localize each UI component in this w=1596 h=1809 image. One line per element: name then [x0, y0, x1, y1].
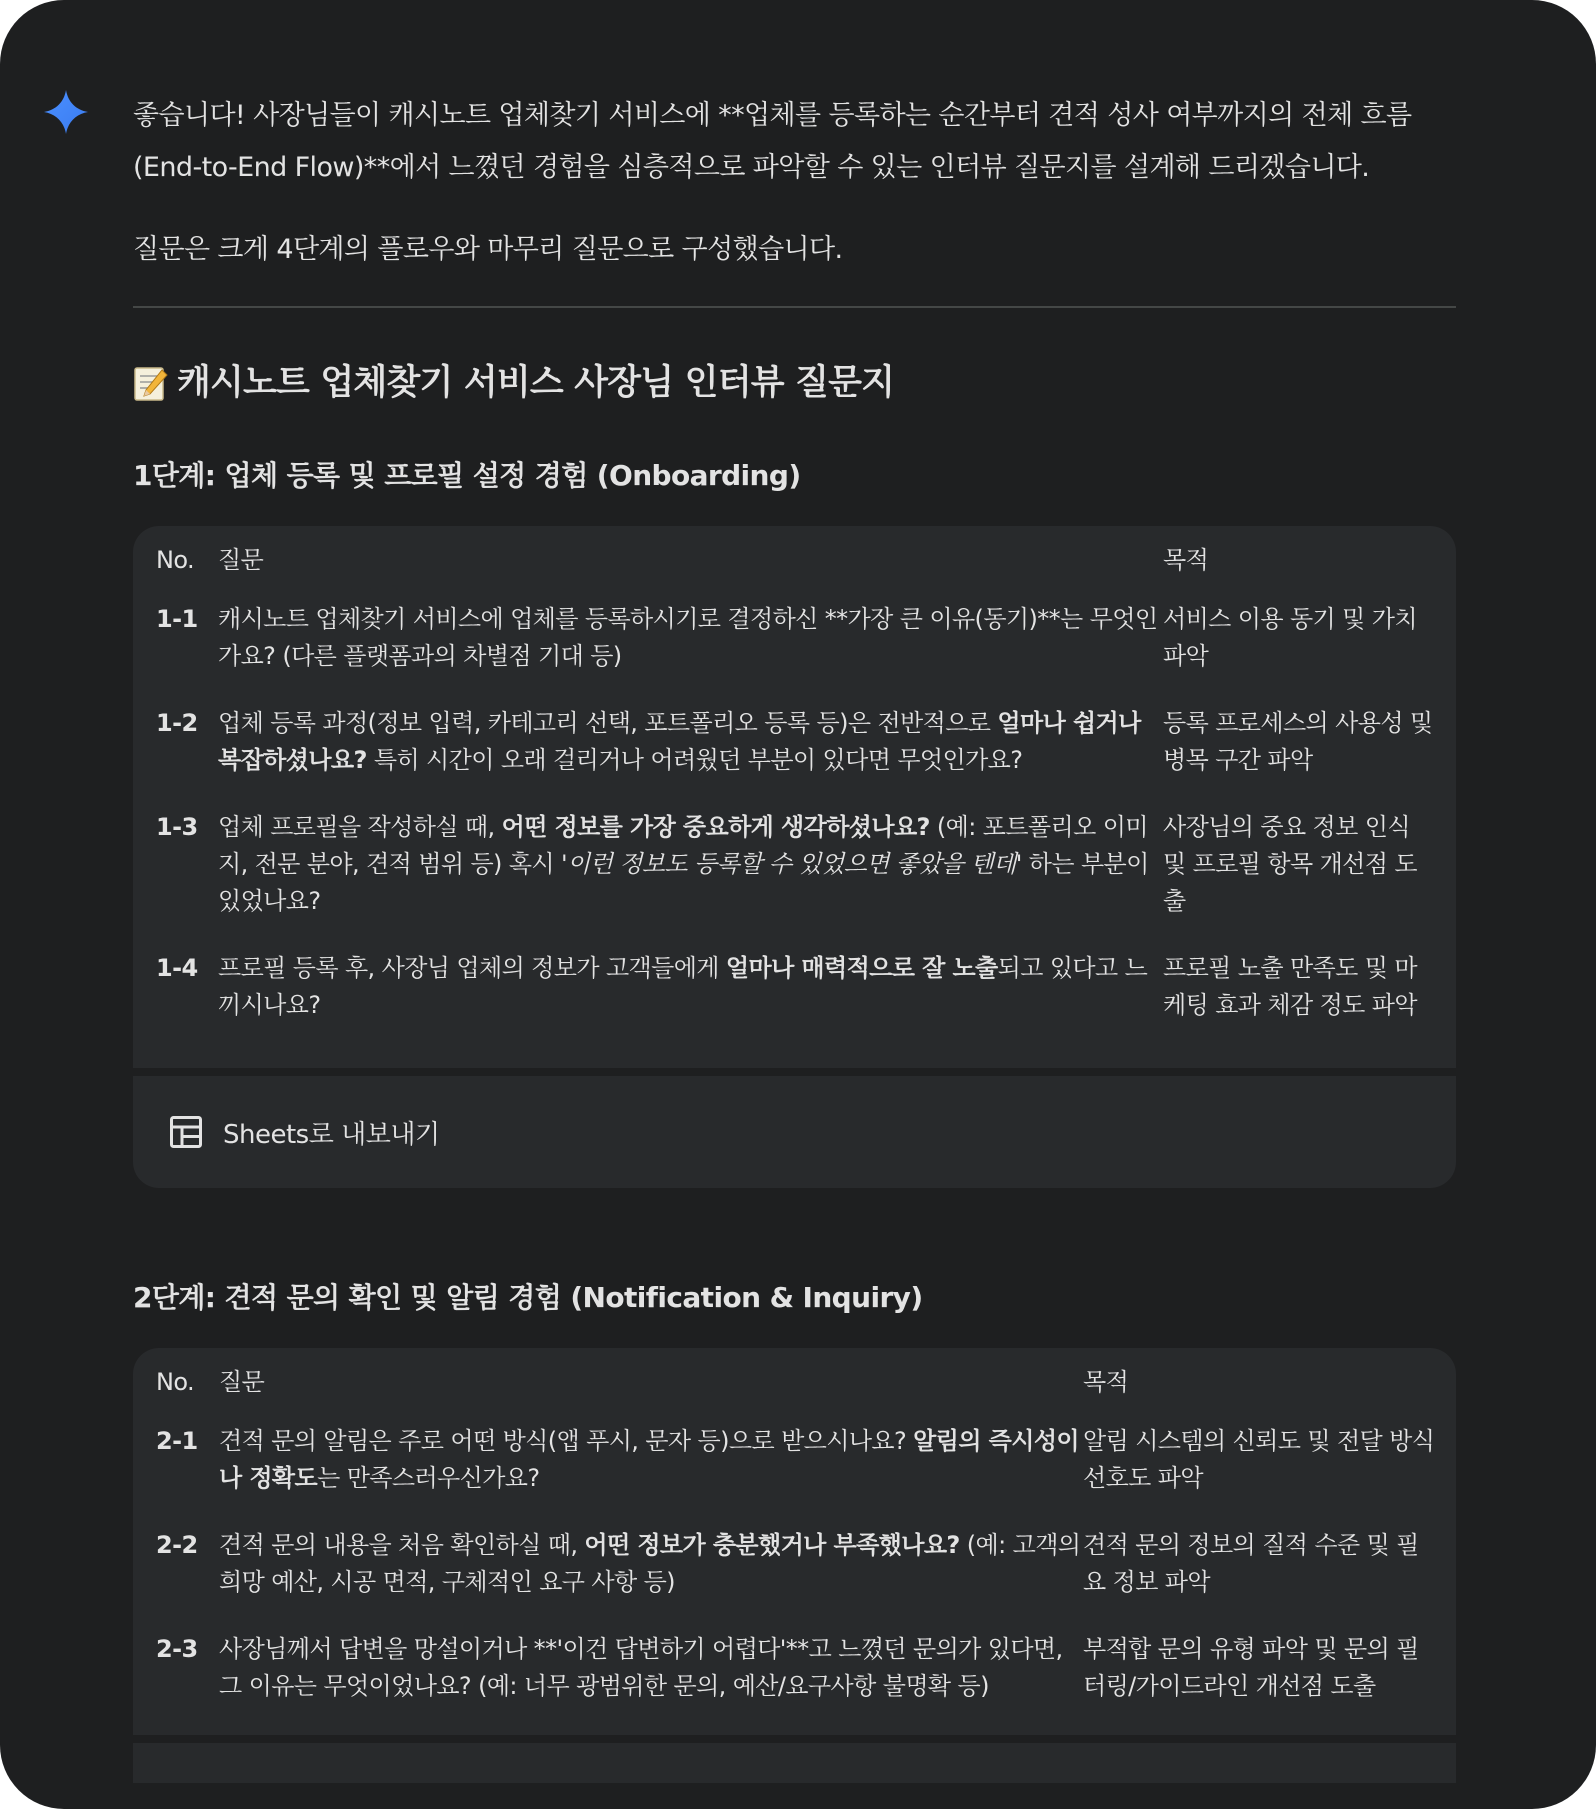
table-row	[133, 705, 1456, 809]
header-no: No.	[156, 546, 195, 574]
question-segment: 알림의 즉시성이나 정확도	[219, 1427, 1080, 1492]
question-text	[219, 1423, 1083, 1527]
question-segment: 얼마나 쉽거나 복잡하셨나요?	[218, 709, 1141, 774]
table-row	[133, 1423, 1456, 1527]
header-purpose: 목적	[1083, 1368, 1129, 1396]
stage2-heading: 2단계: 견적 문의 확인 및 알림 경험 (Notification & Inquiry)	[133, 1281, 923, 1314]
table-row	[133, 809, 1456, 950]
question-segment: 얼마나 매력적으로 잘 노출	[725, 954, 998, 982]
stage2-export-bar-edge	[133, 1743, 1456, 1783]
question-number: 2-3	[156, 1635, 198, 1663]
question-text	[218, 809, 1163, 950]
question-segment: 사장님께서 답변을 망설이거나 **'이건 답변하기 어렵다'**고 느꼈던 문의가 있다면, 그 이유는 무엇이었나요? (예: 너무 광범위한 문의, 예산/요구사항 불명확 등)	[219, 1635, 1063, 1700]
intro-summary: 질문은 크게 4단계의 플로우와 마무리 질문으로 구성했습니다.	[133, 234, 843, 265]
question-segment: 하는 부분이 있었나요?	[218, 850, 1149, 915]
table-row	[133, 601, 1456, 705]
sheets-table-icon	[169, 1115, 203, 1149]
export-to-sheets-button[interactable]	[169, 1114, 440, 1151]
export-bar	[133, 1076, 1456, 1188]
intro-section	[133, 90, 1456, 276]
question-number: 1-3	[156, 813, 198, 841]
table-header-row	[133, 536, 1456, 601]
purpose-text: 등록 프로세스의 사용성 및 병목 구간 파악	[1163, 709, 1433, 774]
response-content	[133, 90, 1456, 1783]
purpose-text: 부적합 문의 유형 파악 및 문의 필터링/가이드라인 개선점 도출	[1083, 1635, 1419, 1700]
gemini-spark-icon	[42, 88, 90, 136]
question-number: 2-2	[156, 1531, 198, 1559]
question-segment: 특히 시간이 오래 걸리거나 어려웠던 부분이 있다면 무엇인가요?	[366, 746, 1023, 774]
table-row	[133, 950, 1456, 1054]
question-text	[218, 950, 1163, 1054]
question-segment: 견적 문의 알림은 주로 어떤 방식(앱 푸시, 문자 등)으로 받으시나요?	[219, 1427, 914, 1455]
table-header-row	[133, 1358, 1456, 1423]
question-text	[219, 1527, 1083, 1631]
purpose-text: 견적 문의 정보의 질적 수준 및 필요 정보 파악	[1083, 1531, 1419, 1596]
question-segment: 캐시노트 업체찾기 서비스에 업체를 등록하시기로 결정하신 **가장 큰 이유(동기)**는 무엇인가요? (다른 플랫폼과의 차별점 기대 등)	[218, 605, 1158, 670]
table-row	[133, 1631, 1456, 1735]
purpose-text: 알림 시스템의 신뢰도 및 전달 방식 선호도 파악	[1083, 1427, 1435, 1492]
document-title	[133, 358, 1456, 408]
stage1-table	[133, 536, 1456, 1054]
header-question: 질문	[218, 546, 264, 574]
document-title-text: 캐시노트 업체찾기 서비스 사장님 인터뷰 질문지	[177, 363, 895, 403]
purpose-text: 서비스 이용 동기 및 가치 파악	[1163, 605, 1417, 670]
question-segment: (예: 포트폴리오 이미지, 전문 분야, 견적 범위 등) 혹시	[218, 813, 1148, 878]
question-segment: 어떤 정보가 충분했거나 부족했나요?	[584, 1531, 960, 1559]
divider	[133, 306, 1456, 308]
purpose-text: 프로필 노출 만족도 및 마케팅 효과 체감 정도 파악	[1163, 954, 1417, 1019]
stage2-table-card	[133, 1348, 1456, 1735]
question-segment: '이런 정보도 등록할 수 있었으면 좋았을 텐데'	[561, 850, 1022, 878]
stage1-heading: 1단계: 업체 등록 및 프로필 설정 경험 (Onboarding)	[133, 459, 801, 492]
question-number: 1-2	[156, 709, 198, 737]
memo-icon	[133, 364, 169, 402]
table-row	[133, 1527, 1456, 1631]
question-text	[218, 705, 1163, 809]
question-segment: 견적 문의 내용을 처음 확인하실 때,	[219, 1531, 585, 1559]
purpose-text: 사장님의 중요 정보 인식 및 프로필 항목 개선점 도출	[1163, 813, 1417, 915]
question-number: 1-4	[156, 954, 198, 982]
question-segment: (예: 고객의 희망 예산, 시공 면적, 구체적인 요구 사항 등)	[219, 1531, 1081, 1596]
question-number: 1-1	[156, 605, 198, 633]
question-segment: 업체 등록 과정(정보 입력, 카테고리 선택, 포트폴리오 등록 등)은 전반적으로	[218, 709, 998, 737]
stage1-table-card	[133, 526, 1456, 1068]
question-segment: 되고 있다고 느끼시나요?	[218, 954, 1148, 1019]
header-no: No.	[156, 1368, 195, 1396]
question-segment: 프로필 등록 후, 사장님 업체의 정보가 고객들에게	[218, 954, 726, 982]
question-text	[218, 601, 1163, 705]
stage2-table	[133, 1358, 1456, 1735]
export-to-sheets-label: Sheets로 내보내기	[223, 1119, 440, 1150]
question-number: 2-1	[156, 1427, 198, 1455]
question-segment: 어떤 정보를 가장 중요하게 생각하셨나요?	[501, 813, 930, 841]
question-segment: 는 만족스러우신가요?	[317, 1464, 540, 1492]
question-text	[219, 1631, 1083, 1735]
intro-paragraph: 좋습니다! 사장님들이 캐시노트 업체찾기 서비스에 **업체를 등록하는 순간부터 견적 성사 여부까지의 전체 흐름 (End-to-End Flow)**에서 느꼈던 경험을 심층적으로 파악할 수 있는 인터뷰 질문지를 설계해 드리겠습니다.	[133, 100, 1412, 183]
header-purpose: 목적	[1163, 546, 1209, 574]
header-question: 질문	[219, 1368, 265, 1396]
question-segment: 업체 프로필을 작성하실 때,	[218, 813, 502, 841]
